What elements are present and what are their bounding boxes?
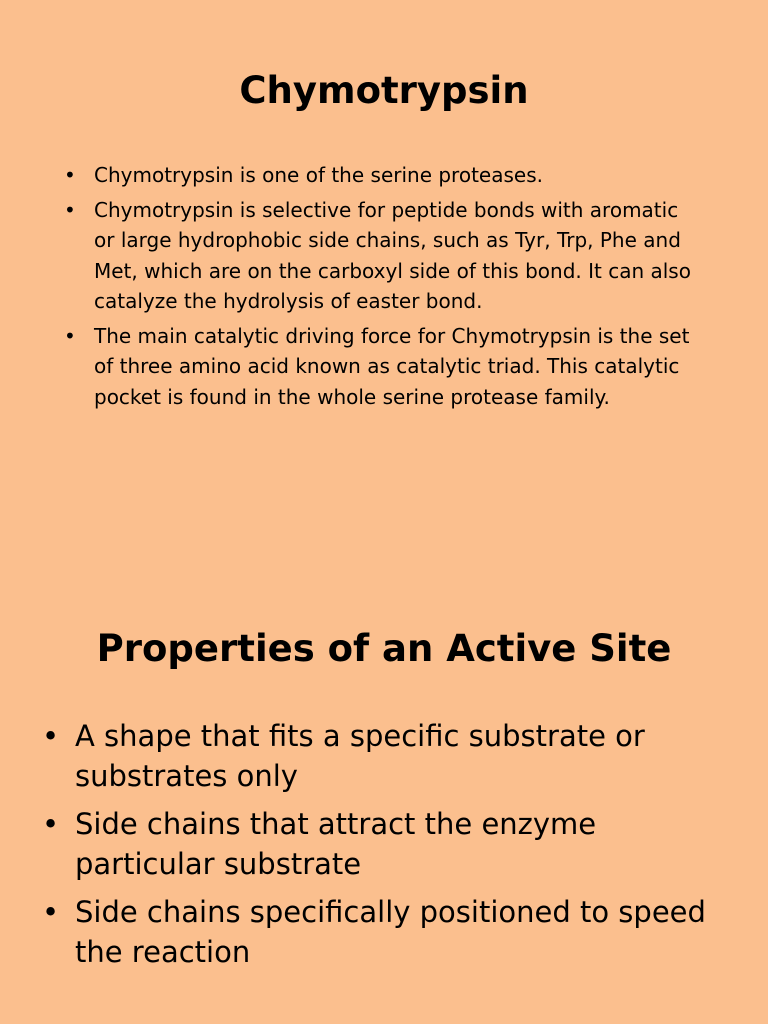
list-item-text: Chymotrypsin is selective for peptide bonds with aromatic or large hydrophobic side chains, such as Tyr, Trp, Phe and Met, which are on the carboxyl side of this bond. It can also catalyze the hydrolysis of easter bond. <box>94 197 691 313</box>
bullet-icon: • <box>64 323 76 348</box>
bullet-list <box>64 160 704 416</box>
list-item-text: A shape that fits a specific substrate or substrates only <box>75 719 645 793</box>
bullet-icon: • <box>42 719 60 753</box>
list-item <box>42 892 732 972</box>
bullet-icon: • <box>42 895 60 929</box>
list-item <box>64 195 704 317</box>
list-item <box>64 321 704 413</box>
slide-title: Chymotrypsin <box>239 69 529 112</box>
list-item-text: Side chains that attract the enzyme particular substrate <box>75 807 597 881</box>
bullet-list <box>42 716 732 980</box>
slide-title: Properties of an Active Site <box>96 627 672 670</box>
list-item-text: Side chains specifically positioned to speed the reaction <box>75 895 706 969</box>
list-item <box>64 160 704 191</box>
bullet-icon: • <box>64 197 76 222</box>
list-item-text: The main catalytic driving force for Chymotrypsin is the set of three amino acid known as catalytic triad. This catalytic pocket is found in the whole serine protease family. <box>94 323 690 409</box>
bullet-icon: • <box>64 163 76 187</box>
bullet-icon: • <box>42 807 60 841</box>
list-item-text: Chymotrypsin is one of the serine proteases. <box>94 163 543 187</box>
slide-active-site <box>0 512 768 1024</box>
list-item <box>42 804 732 884</box>
list-item <box>42 716 732 796</box>
